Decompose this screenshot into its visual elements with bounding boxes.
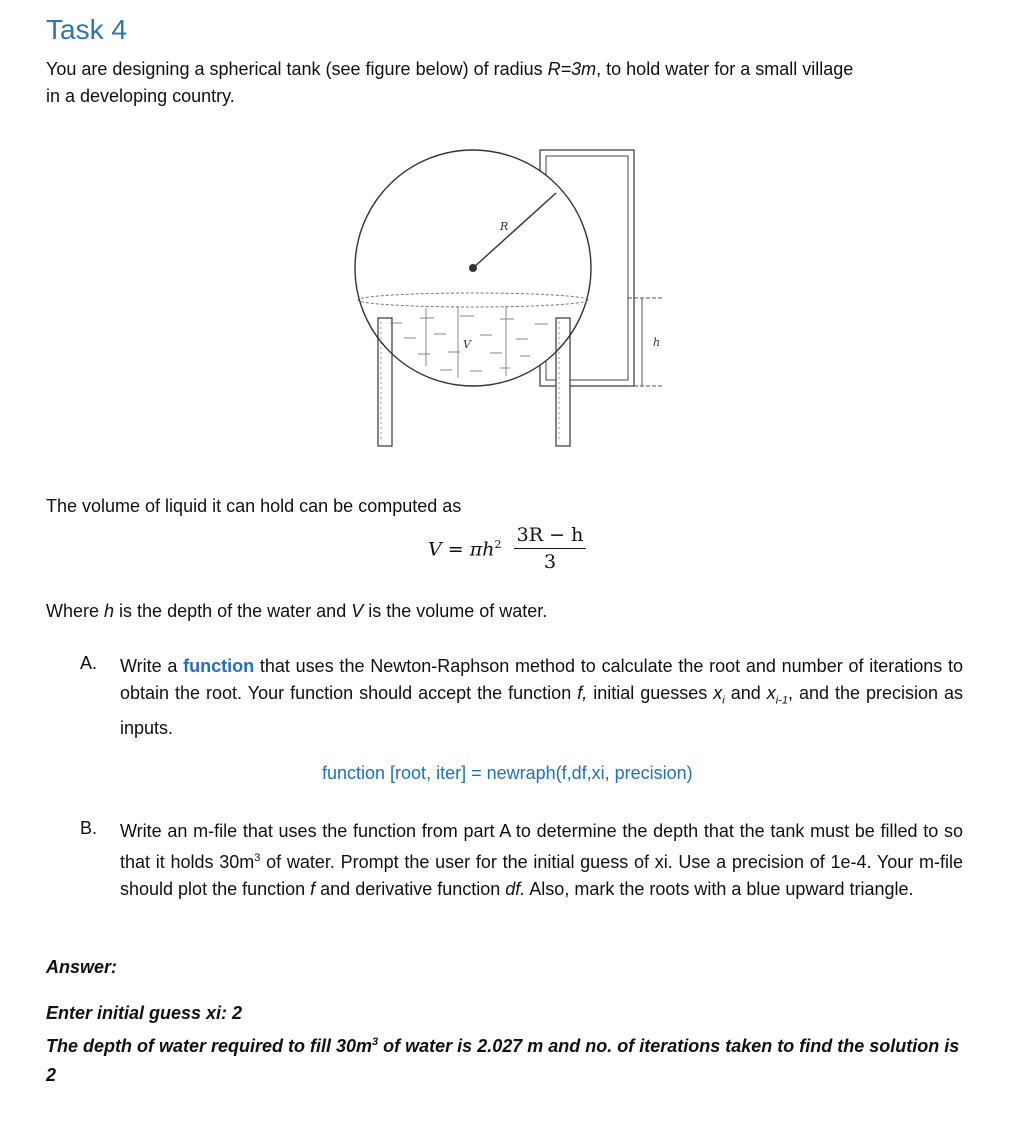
function-link[interactable]: function (183, 656, 255, 676)
formula-denominator: 3 (543, 551, 557, 573)
item-b-text: Write an m-file that uses the function from part A to determine the depth that the tank must be filled to so that it holds $30m^3$ of water. Prompt the user for the initial guess of xi. Use a precision of 1e-4. Your m-file should plot the function f and derivative function df. Also, mark the roots with a blue upward triangle. (120, 821, 963, 899)
formula-numerator: 3R − h (514, 524, 586, 549)
where-text: Where h is the depth of the water and V is the volume of water. (46, 601, 548, 621)
intro-text-2: in a developing country. (46, 86, 235, 106)
radius-expression: R=3m (547, 59, 597, 79)
item-a-text: Write a function that uses the Newton-Raphson method to calculate the root and number of iterations to obtain the root. Your function should accept the function f, initial guesses $x_i$ and $x_{i-1}$, and the precision as inputs. (120, 656, 963, 738)
page-title: Task 4 (46, 14, 127, 45)
left-leg (378, 318, 392, 446)
spherical-tank-figure (330, 138, 670, 458)
label-h: h (653, 336, 661, 349)
label-R: R (500, 220, 509, 233)
tank-diagram (330, 138, 670, 458)
answer-result: The depth of water required to fill $30m^3$ of water is 2.027 m and no. of iterations taken to find the solution is 2 (46, 1036, 960, 1085)
volume-text: The volume of liquid it can hold can be computed as (46, 496, 462, 516)
intro-text-1-end: , to hold water for a small village (596, 59, 854, 79)
function-signature: function [root, iter] = newraph(f,df,xi, precision) (322, 763, 693, 783)
volume-formula (428, 524, 598, 580)
item-a-label: A. (80, 653, 98, 673)
formula-fraction (514, 524, 586, 573)
item-b-label: B. (80, 818, 98, 838)
label-V: V (463, 338, 471, 351)
answer-heading: Answer: (46, 957, 118, 977)
formula-lhs: $V = \pi h^2$ (428, 538, 502, 561)
intro-text-1: You are designing a spherical tank (see figure below) of radius (46, 59, 548, 79)
answer-guess: Enter initial guess xi: 2 (46, 1003, 243, 1023)
intro-paragraph (46, 56, 976, 110)
